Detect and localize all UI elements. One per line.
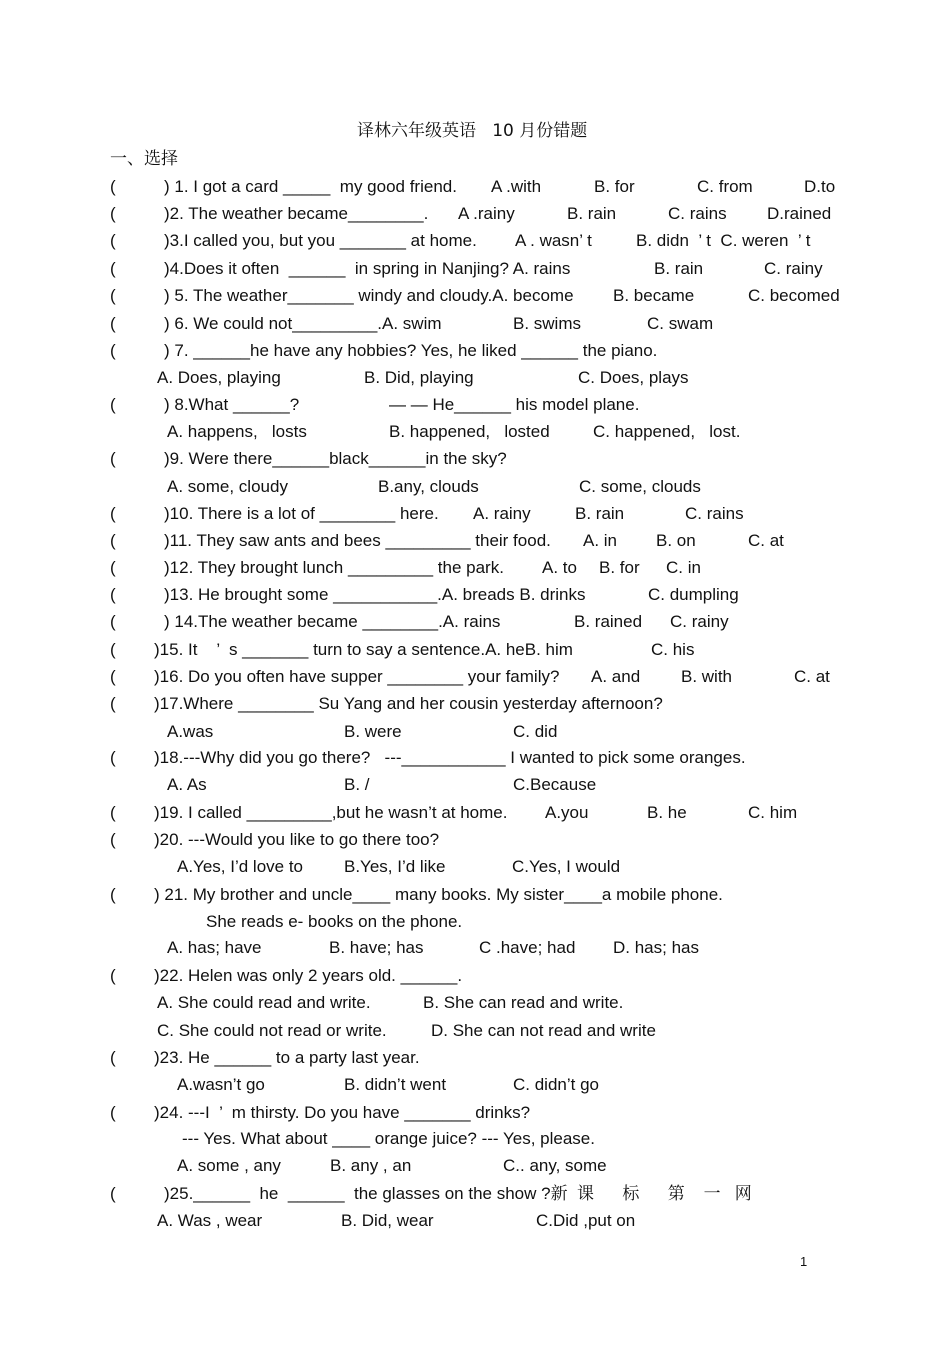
question-text: A.wasn’t go bbox=[177, 1075, 265, 1094]
answer-option: A. in bbox=[583, 531, 618, 550]
answer-option: C.. any, some bbox=[503, 1156, 607, 1175]
question-text: )24. ---I ’ m thirsty. Do you have _______ drinks? bbox=[154, 1103, 531, 1122]
answer-option: C. rains bbox=[668, 204, 727, 223]
question-text: ) 8.What ______? bbox=[164, 395, 300, 414]
answer-option: C. Does, plays bbox=[578, 368, 689, 387]
question-text: A.Yes, I’d love to bbox=[177, 857, 304, 876]
answer-paren: ( bbox=[110, 640, 116, 659]
question-text: )22. Helen was only 2 years old. ______. bbox=[154, 966, 463, 985]
answer-paren: ( bbox=[110, 1184, 116, 1203]
answer-option: C. rainy bbox=[764, 259, 823, 278]
answer-paren: ( bbox=[110, 612, 116, 631]
question-text: )18.---Why did you go there? ---___________ I wanted to pick some oranges. bbox=[154, 748, 746, 767]
page-number: 1 bbox=[800, 1254, 808, 1269]
question-text: A. some, cloudy bbox=[167, 477, 288, 496]
answer-option: C. happened, lost. bbox=[593, 422, 741, 441]
answer-option: A. rainy bbox=[473, 504, 531, 523]
question-text: )13. He brought some ___________.A. breads B. drinks bbox=[164, 585, 586, 604]
page-title: 译林六年级英语 10 月份错题 bbox=[357, 121, 588, 141]
answer-option: B. rain bbox=[654, 259, 704, 278]
answer-option: B. for bbox=[599, 558, 640, 577]
question-text: )12. They brought lunch _________ the park. bbox=[164, 558, 504, 577]
answer-option: B. Did, playing bbox=[364, 368, 474, 387]
answer-option: — — He______ his model plane. bbox=[389, 395, 640, 414]
question-text: --- Yes. What about ____ orange juice? --- Yes, please. bbox=[182, 1129, 595, 1148]
question-text: C. She could not read or write. bbox=[157, 1021, 387, 1040]
answer-option: B. swims bbox=[513, 314, 581, 333]
answer-paren: ( bbox=[110, 585, 116, 604]
question-text: A.was bbox=[167, 722, 214, 741]
answer-option: C.Yes, I would bbox=[512, 857, 621, 876]
answer-option: A. and bbox=[591, 667, 641, 686]
question-text: )20. ---Would you like to go there too? bbox=[154, 830, 440, 849]
answer-paren: ( bbox=[110, 558, 116, 577]
answer-option: B. rained bbox=[574, 612, 643, 631]
question-text: ) 7. ______he have any hobbies? Yes, he liked ______ the piano. bbox=[164, 341, 658, 360]
answer-option: C. him bbox=[748, 803, 798, 822]
answer-option: C. becomed bbox=[748, 286, 840, 305]
question-text: She reads e- books on the phone. bbox=[206, 912, 463, 931]
answer-option: B.any, clouds bbox=[378, 477, 479, 496]
answer-option: A.you bbox=[545, 803, 589, 822]
answer-option: B. on bbox=[656, 531, 696, 550]
answer-option: C.Because bbox=[513, 775, 597, 794]
question-text: )4.Does it often ______ in spring in Nanjing? A. rains bbox=[164, 259, 571, 278]
answer-paren: ( bbox=[110, 177, 116, 196]
answer-option: D. has; has bbox=[613, 938, 699, 957]
answer-option: C. did bbox=[513, 722, 558, 741]
answer-option: B. didn’t went bbox=[344, 1075, 447, 1094]
question-text: )10. There is a lot of ________ here. bbox=[164, 504, 439, 523]
answer-paren: ( bbox=[110, 830, 116, 849]
answer-option: B. She can read and write. bbox=[423, 993, 624, 1012]
answer-option: B. didn ’ t C. weren ’ t bbox=[636, 231, 811, 250]
answer-option: C. at bbox=[794, 667, 830, 686]
question-text: )16. Do you often have supper ________ your family? bbox=[154, 667, 560, 686]
answer-option: C. dumpling bbox=[648, 585, 739, 604]
answer-option: C. didn’t go bbox=[513, 1075, 599, 1094]
answer-option: B. have; has bbox=[329, 938, 424, 957]
answer-paren: ( bbox=[110, 231, 116, 250]
answer-option: B. any , an bbox=[330, 1156, 412, 1175]
answer-option: A .rainy bbox=[458, 204, 515, 223]
answer-option: C. rains bbox=[685, 504, 744, 523]
question-text: A. happens, losts bbox=[167, 422, 307, 441]
answer-paren: ( bbox=[110, 449, 116, 468]
answer-option: B.Yes, I’d like bbox=[344, 857, 446, 876]
answer-option: C. swam bbox=[647, 314, 714, 333]
question-text: ) 14.The weather became ________.A. rains bbox=[164, 612, 501, 631]
question-text: )23. He ______ to a party last year. bbox=[154, 1048, 420, 1067]
answer-option: B. rain bbox=[567, 204, 617, 223]
answer-paren: ( bbox=[110, 1048, 116, 1067]
question-text: A. Does, playing bbox=[157, 368, 281, 387]
answer-paren: ( bbox=[110, 286, 116, 305]
question-text: A. Was , wear bbox=[157, 1211, 263, 1230]
answer-option: A . wasn’ t bbox=[515, 231, 592, 250]
section-heading: 一、选择 bbox=[110, 149, 178, 169]
answer-option: B. with bbox=[681, 667, 733, 686]
answer-option: C. from bbox=[697, 177, 753, 196]
answer-option: C. his bbox=[651, 640, 695, 659]
answer-option: D. She can not read and write bbox=[431, 1021, 656, 1040]
answer-option: C .have; had bbox=[479, 938, 576, 957]
answer-paren: ( bbox=[110, 748, 116, 767]
question-text: )11. They saw ants and bees _________ their food. bbox=[164, 531, 551, 550]
answer-paren: ( bbox=[110, 531, 116, 550]
answer-option: B. Did, wear bbox=[341, 1211, 434, 1230]
answer-option: C. in bbox=[666, 558, 701, 577]
question-text: ) 6. We could not_________.A. swim bbox=[164, 314, 442, 333]
answer-option: C. rainy bbox=[670, 612, 729, 631]
answer-paren: ( bbox=[110, 1103, 116, 1122]
answer-option: C. at bbox=[748, 531, 784, 550]
question-text: ) 21. My brother and uncle____ many books. My sister____a mobile phone. bbox=[154, 885, 723, 904]
answer-paren: ( bbox=[110, 259, 116, 278]
question-text: A. has; have bbox=[167, 938, 262, 957]
answer-paren: ( bbox=[110, 885, 116, 904]
question-text: )25.______ he ______ the glasses on the show ?新 课 标 第 一 网 bbox=[164, 1184, 752, 1203]
answer-option: B. / bbox=[344, 775, 370, 794]
answer-option: B. he bbox=[647, 803, 687, 822]
answer-paren: ( bbox=[110, 504, 116, 523]
answer-paren: ( bbox=[110, 694, 116, 713]
answer-option: A. to bbox=[542, 558, 577, 577]
answer-option: A .with bbox=[491, 177, 542, 196]
question-text: )15. It ’ s _______ turn to say a sentence.A. heB. him bbox=[154, 640, 573, 659]
answer-paren: ( bbox=[110, 341, 116, 360]
answer-paren: ( bbox=[110, 667, 116, 686]
question-text: A. As bbox=[167, 775, 207, 794]
question-text: )2. The weather became________. bbox=[164, 204, 429, 223]
question-text: )9. Were there______black______in the sky? bbox=[164, 449, 507, 468]
answer-option: C.Did ,put on bbox=[536, 1211, 636, 1230]
answer-option: B. rain bbox=[575, 504, 625, 523]
answer-option: B. were bbox=[344, 722, 402, 741]
answer-paren: ( bbox=[110, 204, 116, 223]
question-text: A. some , any bbox=[177, 1156, 281, 1175]
question-text: )19. I called _________,but he wasn’t at home. bbox=[154, 803, 508, 822]
question-text: A. She could read and write. bbox=[157, 993, 371, 1012]
answer-option: B. became bbox=[613, 286, 695, 305]
question-text: )3.I called you, but you _______ at home. bbox=[164, 231, 477, 250]
answer-paren: ( bbox=[110, 395, 116, 414]
question-text: ) 1. I got a card _____ my good friend. bbox=[164, 177, 457, 196]
answer-paren: ( bbox=[110, 803, 116, 822]
answer-option: D.to bbox=[804, 177, 836, 196]
answer-option: D.rained bbox=[767, 204, 832, 223]
answer-option: B. happened, losted bbox=[389, 422, 550, 441]
question-text: ) 5. The weather_______ windy and cloudy.A. become bbox=[164, 286, 574, 305]
question-text: )17.Where ________ Su Yang and her cousin yesterday afternoon? bbox=[154, 694, 663, 713]
answer-paren: ( bbox=[110, 314, 116, 333]
answer-option: B. for bbox=[594, 177, 635, 196]
answer-paren: ( bbox=[110, 966, 116, 985]
answer-option: C. some, clouds bbox=[579, 477, 701, 496]
